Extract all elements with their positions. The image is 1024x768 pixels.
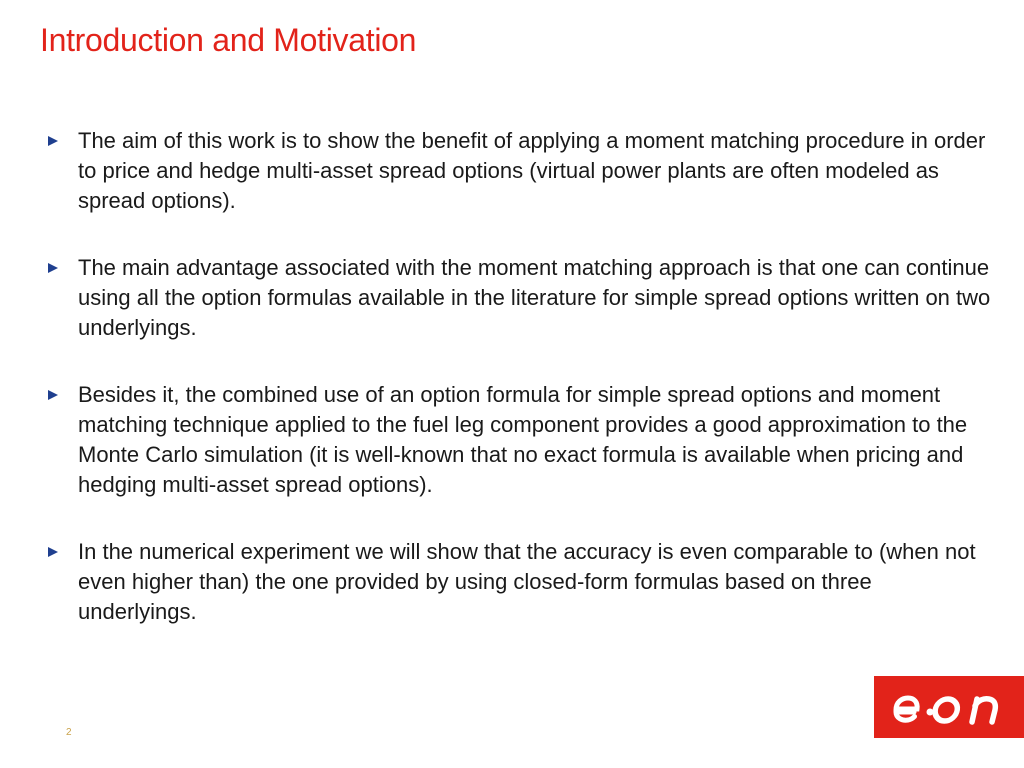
triangle-bullet-icon <box>48 263 58 273</box>
bullet-item <box>48 380 993 500</box>
bullet-text: The aim of this work is to show the benefit of applying a moment matching procedure in order to price and hedge multi-asset spread options (virtual power plants are often modeled as spread options). <box>78 128 986 213</box>
bullet-list <box>48 126 993 664</box>
slide-title: Introduction and Motivation <box>40 22 417 58</box>
page-number: 2 <box>66 727 72 738</box>
bullet-item <box>48 126 993 216</box>
triangle-bullet-icon <box>48 390 58 400</box>
bullet-item <box>48 253 993 343</box>
triangle-bullet-icon <box>48 136 58 146</box>
eon-logo-icon <box>874 676 1024 738</box>
bullet-text: Besides it, the combined use of an option formula for simple spread options and moment matching technique applied to the fuel leg component provides a good approximation to the Monte Carlo simulation (it is well-known that no exact formula is available when pricing and hedging multi-asset spread options). <box>78 382 968 497</box>
eon-logo <box>874 676 1024 738</box>
bullet-text: The main advantage associated with the moment matching approach is that one can continue using all the option formulas available in the literature for simple spread options written on two underlyings. <box>78 255 991 340</box>
triangle-bullet-icon <box>48 547 58 557</box>
bullet-text: In the numerical experiment we will show that the accuracy is even comparable to (when not even higher than) the one provided by using closed-form formulas based on three underlyings. <box>78 539 976 624</box>
bullet-item <box>48 537 993 627</box>
